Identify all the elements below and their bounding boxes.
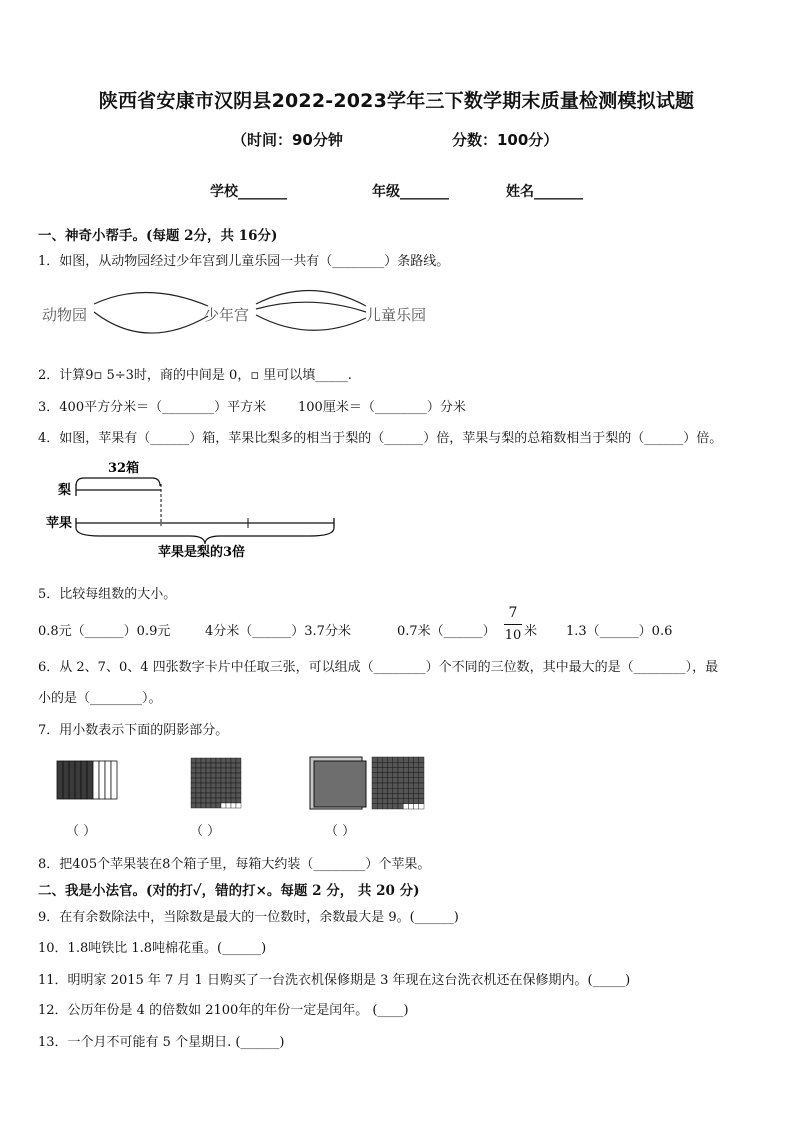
q5-compare-c: 0.7米（______） [397,624,496,639]
grid-cell [206,793,211,798]
grid-cell [221,768,226,773]
grid-cell [388,799,393,804]
grid-cell [414,757,419,762]
grid-cell [236,763,241,768]
q5-compare-a: 0.8元（______）0.9元 [38,624,171,639]
grid-cell [216,778,221,783]
route-line [256,302,366,312]
grid-cell [398,788,403,793]
grid-cell [403,762,408,767]
grid-cell [398,793,403,798]
grid-cell [226,798,231,803]
grid-cell [377,804,382,809]
full-square [314,761,366,807]
grid-cell [231,763,236,768]
grid-cell [403,804,408,809]
grid-cell [236,788,241,793]
fraction-numerator: 7 [508,605,518,621]
q5-compare-d: 1.3（______）0.6 [566,624,673,639]
grid-cell [393,788,398,793]
grid-cell [221,778,226,783]
grid-cell [377,778,382,783]
apple-caption: 苹果是梨的3倍 [158,545,246,560]
grid-cell [414,762,419,767]
grid-cell [377,799,382,804]
grid-cell [191,788,196,793]
grade-field: 年级_______ [372,184,449,200]
name-field: 姓名_______ [506,184,583,200]
fraction-bar [504,624,522,625]
grid-cell [196,763,201,768]
grid-cell [236,798,241,803]
grid-cell [414,778,419,783]
grid-cell [191,803,196,808]
grid-cell [382,762,387,767]
route-line [94,292,208,306]
exam-score: 分数：100分） [452,131,559,149]
grid-cell [221,803,226,808]
question-10: 10．1.8吨铁比 1.8吨棉花重。(______) [38,941,267,956]
grid-cell [408,783,413,788]
grid-cell [236,773,241,778]
grid-cell [231,778,236,783]
grid-cell [69,761,75,799]
q7-answer-3: （ ） [325,824,356,839]
grid-cell [403,799,408,804]
grid-cell [191,778,196,783]
grid-cell [382,804,387,809]
grid-cell [382,767,387,772]
grid-cell [403,788,408,793]
grid-cell [393,793,398,798]
grid-cell [393,804,398,809]
section-1-heading: 一、神奇小帮手。(每题 2分，共 16分) [38,228,278,244]
grid-cell [206,798,211,803]
exam-time: （时间：90分钟 [232,131,343,149]
grid-cell [388,778,393,783]
grid-cell [221,798,226,803]
grid-cell [216,788,221,793]
grid-cell [211,763,216,768]
grid-cell [403,767,408,772]
grid-cell [201,758,206,763]
grid-cell [408,788,413,793]
grid-cell [393,799,398,804]
school-field: 学校_______ [210,184,287,200]
question-9: 9．在有余数除法中，当除数是最大的一位数时，余数最大是 9。(______) [38,910,459,925]
grid-cell [398,804,403,809]
grid-cell [382,793,387,798]
grid-cell [393,767,398,772]
grid-cell [403,757,408,762]
section-2-heading: 二、我是小法官。(对的打✓，错的打×。每题 2 分， 共 20 分) [38,883,420,899]
grid-cell [414,793,419,798]
grid-cell [221,773,226,778]
grid-cell [201,788,206,793]
grid-cell [408,793,413,798]
grid-cell [377,762,382,767]
grid-cell [216,798,221,803]
grid-cell [231,793,236,798]
grid-cell [236,803,241,808]
grid-cell [372,793,377,798]
grid-cell [216,763,221,768]
q5-compare-b: 4分米（______）3.7分米 [205,624,351,639]
grid-cell [206,778,211,783]
route-line [256,315,366,330]
grid-cell [216,773,221,778]
grid-cell [196,803,201,808]
grid-cell [191,793,196,798]
grid-cell [388,804,393,809]
grid-cell [191,768,196,773]
grid-cell [236,758,241,763]
grid-cell [196,788,201,793]
grid-cell [388,783,393,788]
grid-cell [403,783,408,788]
question-3a: 3．400平方分米＝（________）平方米 [38,400,267,415]
fraction-unit: 米 [524,624,538,639]
grid-cell [196,768,201,773]
grid-cell [408,762,413,767]
grid-cell [419,788,424,793]
grid-cell [419,783,424,788]
exam-title: 陕西省安康市汉阴县2022-2023学年三下数学期末质量检测模拟试题 [98,90,695,112]
grid-cell [377,783,382,788]
grid-cell [226,793,231,798]
grid-cell [372,788,377,793]
grid-cell [372,778,377,783]
grid-cell [408,773,413,778]
grid-cell [196,778,201,783]
grid-cell [377,788,382,793]
grid-cell [196,793,201,798]
grid-cell [388,767,393,772]
grid-cell [196,783,201,788]
grid-cell [221,793,226,798]
question-11: 11．明明家 2015 年 7 月 1 日购买了一台洗衣机保修期是 3 年现在这台洗衣机还在保修期内。(_____) [38,973,631,988]
question-6-line1: 6．从 2、7、0、4 四张数字卡片中任取三张，可以组成（________）个不同的三位数，其中最大的是（________），最 [38,660,719,675]
grid-cell [393,783,398,788]
grid-cell [226,783,231,788]
mixed-grid-figure [308,755,430,811]
grid-cell [87,761,93,799]
grid-cell [419,767,424,772]
grid-cell [372,762,377,767]
grid-cell [196,798,201,803]
grid-cell [408,799,413,804]
grid-cell [388,773,393,778]
grid-cell [388,793,393,798]
question-6-line2: 小的是（________）。 [38,691,162,706]
grid-cell [419,778,424,783]
grid-cell [398,783,403,788]
grid-cell [388,788,393,793]
hundredths-grid-figure [190,757,246,809]
grid-cell [382,783,387,788]
grid-cell [372,799,377,804]
question-2: 2．计算9▫ 5÷3时，商的中间是 0，▫ 里可以填_____. [38,368,352,383]
route-diagram [36,282,456,352]
grid-cell [221,788,226,793]
grid-cell [201,803,206,808]
grid-cell [216,758,221,763]
grid-cell [388,762,393,767]
grid-cell [408,778,413,783]
grid-cell [201,768,206,773]
grid-cell [216,803,221,808]
grid-cell [206,768,211,773]
grid-cell [372,757,377,762]
grid-cell [377,793,382,798]
grid-cell [231,803,236,808]
grid-cell [372,783,377,788]
grid-cell [206,758,211,763]
grid-cell [221,783,226,788]
pear-label: 梨 [58,483,72,498]
grid-cell [419,757,424,762]
grid-cell [414,799,419,804]
grid-cell [408,767,413,772]
grid-cell [236,778,241,783]
palace-label: 少年宫 [204,306,250,324]
grid-cell [75,761,81,799]
grid-cell [377,773,382,778]
grid-cell [99,761,105,799]
grid-cell [63,761,69,799]
grid-cell [226,773,231,778]
park-label: 儿童乐园 [366,306,427,324]
brace [76,478,160,486]
tenths-bar-figure [56,760,120,802]
grid-cell [408,804,413,809]
grid-cell [236,793,241,798]
grid-cell [382,773,387,778]
grid-cell [393,762,398,767]
grid-cell [211,778,216,783]
grid-cell [221,758,226,763]
question-13: 13．一个月不可能有 5 个星期日. (______) [38,1035,285,1050]
grid-cell [236,783,241,788]
grid-cell [231,783,236,788]
grid-cell [382,799,387,804]
grid-cell [216,783,221,788]
grid-cell [211,758,216,763]
grid-cell [408,757,413,762]
grid-cell [414,773,419,778]
grid-cell [226,778,231,783]
grid-cell [211,783,216,788]
grid-cell [388,757,393,762]
grid-cell [419,762,424,767]
grid-cell [211,793,216,798]
grid-cell [191,783,196,788]
grid-cell [201,783,206,788]
grid-cell [211,768,216,773]
grid-cell [377,757,382,762]
grid-cell [196,758,201,763]
grid-cell [231,788,236,793]
grid-cell [403,793,408,798]
grid-cell [226,758,231,763]
grid-cell [398,778,403,783]
zoo-label: 动物园 [42,306,88,324]
fraction-denominator: 10 [504,628,522,643]
grid-cell [191,773,196,778]
question-7: 7．用小数表示下面的阴影部分。 [38,723,229,738]
grid-cell [419,793,424,798]
q7-answer-1: （ ） [66,824,97,839]
grid-cell [231,773,236,778]
grid-cell [206,788,211,793]
grid-cell [226,803,231,808]
grid-cell [393,773,398,778]
question-5: 5．比较每组数的大小。 [38,587,177,602]
grid-cell [216,793,221,798]
grid-cell [398,757,403,762]
grid-cell [206,763,211,768]
grid-cell [372,767,377,772]
grid-cell [226,768,231,773]
grid-cell [414,767,419,772]
q7-answer-2: （ ） [190,824,221,839]
grid-cell [206,783,211,788]
grid-cell [419,804,424,809]
apple-label: 苹果 [46,516,73,531]
grid-cell [414,788,419,793]
grid-cell [382,757,387,762]
grid-cell [191,758,196,763]
grid-cell [382,788,387,793]
grid-cell [111,761,117,799]
grid-cell [201,793,206,798]
grid-cell [398,767,403,772]
grid-cell [211,788,216,793]
grid-cell [81,761,87,799]
pear-count-label: 32箱 [108,461,140,476]
grid-cell [216,768,221,773]
grid-cell [201,773,206,778]
grid-cell [231,798,236,803]
grid-cell [201,798,206,803]
grid-cell [393,778,398,783]
grid-cell [377,767,382,772]
grid-cell [105,761,111,799]
question-3b: 100厘米＝（________）分米 [298,400,466,415]
grid-cell [226,788,231,793]
question-4: 4．如图，苹果有（______）箱，苹果比梨多的相当于梨的（______）倍，苹果与梨的总箱数相当于梨的（______）倍。 [38,431,723,446]
grid-cell [201,763,206,768]
apple-pear-diagram [40,456,350,566]
grid-cell [419,773,424,778]
grid-cell [403,778,408,783]
route-line [256,290,366,306]
grid-cell [191,798,196,803]
grid-cell [206,803,211,808]
grid-cell [382,778,387,783]
grid-cell [398,799,403,804]
grid-cell [206,773,211,778]
question-12: 12．公历年份是 4 的倍数如 2100年的年份一定是闰年。 (____) [38,1003,409,1018]
grid-cell [414,783,419,788]
grid-cell [226,763,231,768]
grid-cell [393,757,398,762]
grid-cell [414,804,419,809]
grid-cell [211,773,216,778]
grid-cell [231,758,236,763]
grid-cell [372,804,377,809]
grid-cell [201,778,206,783]
grid-cell [372,773,377,778]
grid-cell [93,761,99,799]
question-1: 1．如图，从动物园经过少年宫到儿童乐园一共有（________）条路线。 [38,254,450,269]
grid-cell [231,768,236,773]
grid-cell [57,761,63,799]
grid-cell [221,763,226,768]
grid-cell [236,768,241,773]
grid-cell [398,773,403,778]
route-line [94,312,208,333]
grid-cell [403,773,408,778]
grid-cell [196,773,201,778]
grid-cell [191,763,196,768]
grid-cell [211,803,216,808]
grid-cell [398,762,403,767]
question-8: 8．把405个苹果装在8个箱子里，每箱大约装（________）个苹果。 [38,857,431,872]
grid-cell [419,799,424,804]
brace [76,528,334,544]
grid-cell [211,798,216,803]
